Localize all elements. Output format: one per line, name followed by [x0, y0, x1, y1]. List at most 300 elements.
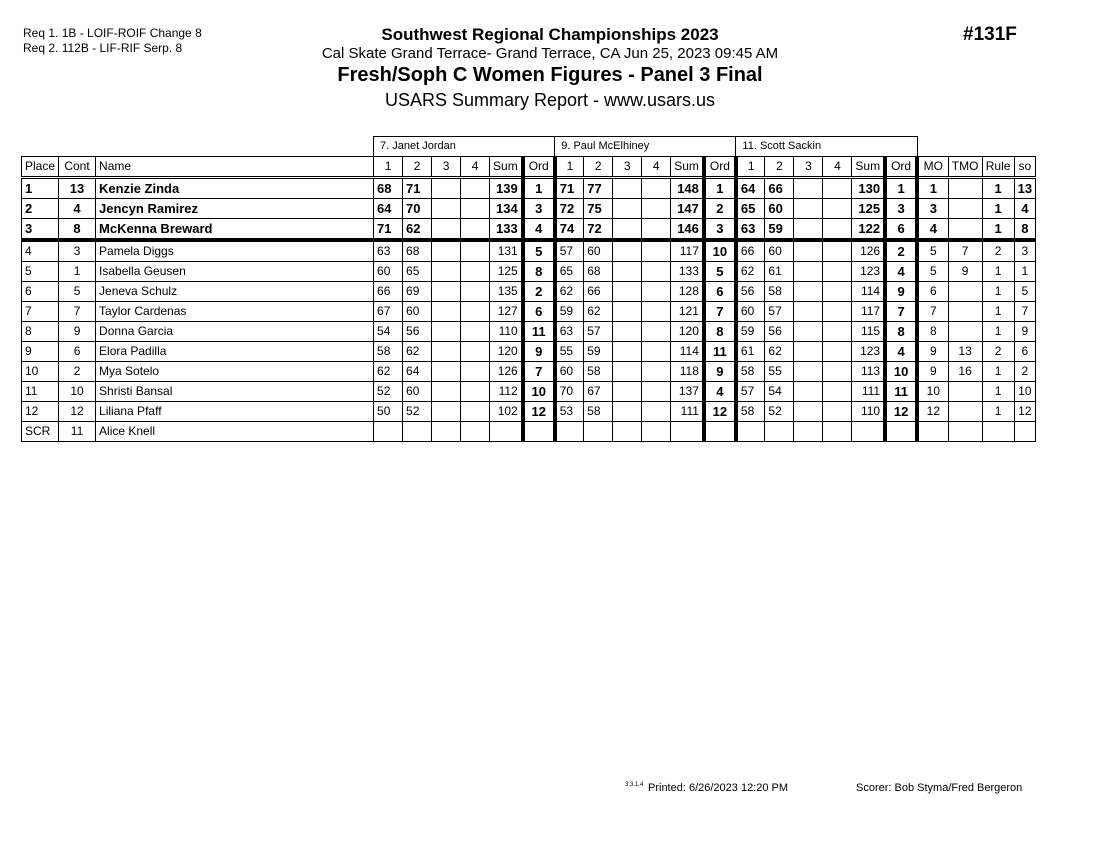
score-3-cell — [432, 422, 461, 442]
score-4-cell — [461, 322, 490, 342]
score-4-cell — [461, 402, 490, 422]
score-3-cell — [794, 178, 823, 199]
score-1-cell: 64 — [374, 199, 403, 219]
col-j2-3: 3 — [613, 157, 642, 178]
score-4-cell — [642, 402, 671, 422]
sum-cell: 133 — [490, 219, 523, 241]
ordinal-cell: 5 — [704, 262, 736, 282]
score-3-cell — [432, 178, 461, 199]
table-row — [22, 362, 1036, 382]
name-cell: Alice Knell — [96, 422, 374, 442]
cont-cell: 4 — [59, 199, 96, 219]
sum-cell: 117 — [671, 240, 704, 262]
ordinal-cell: 1 — [523, 178, 555, 199]
sum-cell: 115 — [852, 322, 885, 342]
tmo-cell — [948, 219, 982, 241]
score-2-cell: 60 — [584, 240, 613, 262]
so-cell: 6 — [1014, 342, 1035, 362]
table-row — [22, 199, 1036, 219]
judge-header-row — [22, 137, 1036, 157]
ordinal-cell: 6 — [704, 282, 736, 302]
sum-cell: 125 — [852, 199, 885, 219]
rule-cell: 1 — [982, 382, 1014, 402]
cont-cell: 10 — [59, 382, 96, 402]
score-4-cell — [461, 342, 490, 362]
score-2-cell: 60 — [765, 240, 794, 262]
score-3-cell — [794, 262, 823, 282]
venue-line: Cal Skate Grand Terrace- Grand Terrace, CA Jun 25, 2023 09:45 AM — [321, 45, 779, 62]
name-cell: McKenna Breward — [96, 219, 374, 241]
sum-cell: 121 — [671, 302, 704, 322]
event-number: #131F — [963, 24, 1017, 45]
place-cell: 4 — [22, 240, 59, 262]
so-cell: 1 — [1014, 262, 1035, 282]
ordinal-cell: 12 — [885, 402, 917, 422]
place-cell: 6 — [22, 282, 59, 302]
score-1-cell: 63 — [736, 219, 765, 241]
score-1-cell: 65 — [555, 262, 584, 282]
score-4-cell — [461, 240, 490, 262]
col-tmo: TMO — [948, 157, 982, 178]
rule-cell: 2 — [982, 240, 1014, 262]
score-2-cell: 52 — [403, 402, 432, 422]
score-3-cell — [794, 240, 823, 262]
score-1-cell: 59 — [555, 302, 584, 322]
ordinal-cell: 10 — [704, 240, 736, 262]
ordinal-cell: 11 — [523, 322, 555, 342]
score-3-cell — [794, 199, 823, 219]
score-3-cell — [794, 219, 823, 241]
place-cell: SCR — [22, 422, 59, 442]
tmo-cell: 16 — [948, 362, 982, 382]
sum-cell: 110 — [490, 322, 523, 342]
col-j2-4: 4 — [642, 157, 671, 178]
score-4-cell — [642, 282, 671, 302]
name-cell: Liliana Pfaff — [96, 402, 374, 422]
ordinal-cell: 4 — [885, 342, 917, 362]
score-3-cell — [794, 282, 823, 302]
place-cell: 5 — [22, 262, 59, 282]
sum-cell: 126 — [852, 240, 885, 262]
score-1-cell: 55 — [555, 342, 584, 362]
score-3-cell — [613, 199, 642, 219]
rule-cell: 1 — [982, 219, 1014, 241]
score-2-cell: 61 — [765, 262, 794, 282]
score-1-cell: 71 — [374, 219, 403, 241]
score-2-cell: 54 — [765, 382, 794, 402]
ordinal-cell: 6 — [885, 219, 917, 241]
name-cell: Taylor Cardenas — [96, 302, 374, 322]
sum-cell: 131 — [490, 240, 523, 262]
sum-cell: 137 — [671, 382, 704, 402]
place-cell: 12 — [22, 402, 59, 422]
score-1-cell: 70 — [555, 382, 584, 402]
score-1-cell: 58 — [736, 362, 765, 382]
sum-cell — [671, 422, 704, 442]
score-3-cell — [794, 302, 823, 322]
report-title: USARS Summary Report - www.usars.us — [384, 90, 716, 110]
name-cell: Jencyn Ramirez — [96, 199, 374, 219]
score-4-cell — [461, 178, 490, 199]
ordinal-cell: 8 — [523, 262, 555, 282]
cont-cell: 2 — [59, 362, 96, 382]
score-2-cell: 62 — [403, 219, 432, 241]
score-3-cell — [613, 240, 642, 262]
col-j1-ord: Ord — [523, 157, 555, 178]
score-4-cell — [823, 362, 852, 382]
scorer-label: Scorer: Bob Styma/Fred Bergeron — [856, 782, 1023, 794]
cont-cell: 12 — [59, 402, 96, 422]
score-2-cell: 55 — [765, 362, 794, 382]
col-j3-ord: Ord — [885, 157, 917, 178]
score-2-cell — [765, 422, 794, 442]
score-1-cell: 53 — [555, 402, 584, 422]
requirement-2: Req 2. 112B - LIF-RIF Serp. 8 — [23, 41, 183, 55]
mo-cell: 8 — [917, 322, 948, 342]
so-cell: 13 — [1014, 178, 1035, 199]
place-cell: 1 — [22, 178, 59, 199]
cont-cell: 7 — [59, 302, 96, 322]
mo-cell: 5 — [917, 262, 948, 282]
ordinal-cell: 3 — [704, 219, 736, 241]
col-j3-sum: Sum — [852, 157, 885, 178]
ordinal-cell: 2 — [523, 282, 555, 302]
score-4-cell — [823, 262, 852, 282]
table-row — [22, 262, 1036, 282]
score-4-cell — [461, 282, 490, 302]
score-2-cell: 67 — [584, 382, 613, 402]
sum-cell: 102 — [490, 402, 523, 422]
score-3-cell — [613, 178, 642, 199]
ordinal-cell: 2 — [704, 199, 736, 219]
tmo-cell — [948, 322, 982, 342]
score-3-cell — [613, 422, 642, 442]
col-j1-sum: Sum — [490, 157, 523, 178]
score-4-cell — [642, 178, 671, 199]
rule-cell: 1 — [982, 322, 1014, 342]
score-1-cell: 62 — [555, 282, 584, 302]
score-2-cell: 58 — [765, 282, 794, 302]
score-1-cell: 57 — [555, 240, 584, 262]
ordinal-cell: 3 — [523, 199, 555, 219]
score-1-cell: 62 — [736, 262, 765, 282]
name-cell: Donna Garcia — [96, 322, 374, 342]
cont-cell: 11 — [59, 422, 96, 442]
ordinal-cell: 12 — [704, 402, 736, 422]
score-3-cell — [613, 322, 642, 342]
sum-cell — [852, 422, 885, 442]
sum-cell: 139 — [490, 178, 523, 199]
name-cell: Elora Padilla — [96, 342, 374, 362]
sum-cell: 127 — [490, 302, 523, 322]
ordinal-cell — [704, 422, 736, 442]
place-cell: 3 — [22, 219, 59, 241]
score-1-cell: 63 — [555, 322, 584, 342]
name-cell: Jeneva Schulz — [96, 282, 374, 302]
score-2-cell: 62 — [403, 342, 432, 362]
tmo-cell — [948, 302, 982, 322]
score-1-cell — [374, 422, 403, 442]
score-2-cell — [403, 422, 432, 442]
place-cell: 9 — [22, 342, 59, 362]
sum-cell: 135 — [490, 282, 523, 302]
score-2-cell: 65 — [403, 262, 432, 282]
score-1-cell: 62 — [374, 362, 403, 382]
score-3-cell — [432, 322, 461, 342]
col-rule: Rule — [982, 157, 1014, 178]
tmo-cell — [948, 382, 982, 402]
col-j2-ord: Ord — [704, 157, 736, 178]
rule-cell — [982, 422, 1014, 442]
score-3-cell — [613, 342, 642, 362]
score-1-cell: 59 — [736, 322, 765, 342]
score-4-cell — [823, 199, 852, 219]
table-row — [22, 219, 1036, 241]
sum-cell: 146 — [671, 219, 704, 241]
col-place: Place — [22, 157, 59, 178]
mo-cell: 12 — [917, 402, 948, 422]
score-3-cell — [432, 199, 461, 219]
score-4-cell — [642, 199, 671, 219]
score-2-cell: 70 — [403, 199, 432, 219]
table-row — [22, 322, 1036, 342]
ordinal-cell: 7 — [885, 302, 917, 322]
place-cell: 10 — [22, 362, 59, 382]
mo-cell: 9 — [917, 342, 948, 362]
mo-cell: 5 — [917, 240, 948, 262]
col-j1-3: 3 — [432, 157, 461, 178]
score-2-cell: 59 — [765, 219, 794, 241]
place-cell: 7 — [22, 302, 59, 322]
score-2-cell: 60 — [403, 382, 432, 402]
event-title: Fresh/Soph C Women Figures - Panel 3 Final — [337, 64, 763, 86]
sum-cell: 117 — [852, 302, 885, 322]
score-4-cell — [461, 199, 490, 219]
score-3-cell — [432, 240, 461, 262]
sum-cell: 113 — [852, 362, 885, 382]
score-4-cell — [823, 322, 852, 342]
col-name: Name — [96, 157, 374, 178]
score-3-cell — [613, 302, 642, 322]
score-3-cell — [794, 342, 823, 362]
so-cell: 9 — [1014, 322, 1035, 342]
ordinal-cell: 11 — [885, 382, 917, 402]
column-header-row — [22, 157, 1036, 178]
ordinal-cell: 1 — [704, 178, 736, 199]
score-1-cell: 67 — [374, 302, 403, 322]
mo-cell: 3 — [917, 199, 948, 219]
score-2-cell: 56 — [403, 322, 432, 342]
score-4-cell — [642, 302, 671, 322]
sum-cell: 125 — [490, 262, 523, 282]
score-4-cell — [461, 302, 490, 322]
rule-cell: 1 — [982, 402, 1014, 422]
score-4-cell — [461, 262, 490, 282]
score-2-cell: 68 — [584, 262, 613, 282]
table-row — [22, 240, 1036, 262]
table-row — [22, 422, 1036, 442]
score-1-cell: 66 — [736, 240, 765, 262]
tmo-cell — [948, 402, 982, 422]
score-2-cell: 62 — [765, 342, 794, 362]
ordinal-cell: 9 — [523, 342, 555, 362]
so-cell: 12 — [1014, 402, 1035, 422]
score-3-cell — [794, 362, 823, 382]
score-3-cell — [794, 322, 823, 342]
score-3-cell — [432, 262, 461, 282]
score-1-cell: 58 — [736, 402, 765, 422]
col-cont: Cont — [59, 157, 96, 178]
score-2-cell: 62 — [584, 302, 613, 322]
score-3-cell — [432, 302, 461, 322]
judge-1-name: 7. Janet Jordan — [374, 137, 555, 157]
place-cell: 11 — [22, 382, 59, 402]
ordinal-cell: 2 — [885, 240, 917, 262]
score-3-cell — [613, 402, 642, 422]
score-4-cell — [642, 240, 671, 262]
so-cell: 3 — [1014, 240, 1035, 262]
col-j3-3: 3 — [794, 157, 823, 178]
sum-cell: 120 — [490, 342, 523, 362]
sum-cell: 130 — [852, 178, 885, 199]
score-4-cell — [642, 342, 671, 362]
score-2-cell: 64 — [403, 362, 432, 382]
score-1-cell: 57 — [736, 382, 765, 402]
score-2-cell: 68 — [403, 240, 432, 262]
ordinal-cell: 7 — [523, 362, 555, 382]
ordinal-cell: 3 — [885, 199, 917, 219]
score-1-cell: 61 — [736, 342, 765, 362]
score-3-cell — [432, 282, 461, 302]
cont-cell: 8 — [59, 219, 96, 241]
so-cell: 10 — [1014, 382, 1035, 402]
sum-cell: 147 — [671, 199, 704, 219]
score-4-cell — [823, 302, 852, 322]
score-3-cell — [432, 402, 461, 422]
ordinal-cell: 5 — [523, 240, 555, 262]
rule-cell: 2 — [982, 342, 1014, 362]
mo-cell: 9 — [917, 362, 948, 382]
score-3-cell — [794, 402, 823, 422]
score-4-cell — [642, 322, 671, 342]
score-4-cell — [823, 240, 852, 262]
col-mo: MO — [917, 157, 948, 178]
rule-cell: 1 — [982, 362, 1014, 382]
cont-cell: 1 — [59, 262, 96, 282]
so-cell: 7 — [1014, 302, 1035, 322]
score-3-cell — [613, 382, 642, 402]
name-cell: Isabella Geusen — [96, 262, 374, 282]
sum-cell: 123 — [852, 262, 885, 282]
table-row — [22, 402, 1036, 422]
score-4-cell — [461, 422, 490, 442]
score-1-cell: 72 — [555, 199, 584, 219]
score-1-cell: 64 — [736, 178, 765, 199]
sum-cell: 114 — [852, 282, 885, 302]
sum-cell: 128 — [671, 282, 704, 302]
score-2-cell: 60 — [403, 302, 432, 322]
score-2-cell — [584, 422, 613, 442]
so-cell: 2 — [1014, 362, 1035, 382]
score-4-cell — [642, 219, 671, 241]
score-3-cell — [794, 422, 823, 442]
ordinal-cell — [885, 422, 917, 442]
score-2-cell: 59 — [584, 342, 613, 362]
mo-cell — [917, 422, 948, 442]
sum-cell: 111 — [671, 402, 704, 422]
ordinal-cell: 8 — [704, 322, 736, 342]
ordinal-cell: 10 — [523, 382, 555, 402]
score-4-cell — [823, 219, 852, 241]
score-1-cell: 60 — [736, 302, 765, 322]
tmo-cell — [948, 199, 982, 219]
ordinal-cell: 8 — [885, 322, 917, 342]
sum-cell: 120 — [671, 322, 704, 342]
score-4-cell — [823, 342, 852, 362]
score-1-cell: 60 — [374, 262, 403, 282]
sum-cell: 133 — [671, 262, 704, 282]
mo-cell: 4 — [917, 219, 948, 241]
table-row — [22, 302, 1036, 322]
cont-cell: 13 — [59, 178, 96, 199]
score-2-cell: 69 — [403, 282, 432, 302]
col-j3-2: 2 — [765, 157, 794, 178]
score-1-cell: 52 — [374, 382, 403, 402]
ordinal-cell: 6 — [523, 302, 555, 322]
col-so: so — [1014, 157, 1035, 178]
table-row — [22, 178, 1036, 199]
name-cell: Mya Sotelo — [96, 362, 374, 382]
sum-cell: 118 — [671, 362, 704, 382]
score-3-cell — [613, 362, 642, 382]
ordinal-cell: 11 — [704, 342, 736, 362]
mo-cell: 6 — [917, 282, 948, 302]
score-4-cell — [642, 362, 671, 382]
score-1-cell: 56 — [736, 282, 765, 302]
score-3-cell — [794, 382, 823, 402]
score-4-cell — [461, 382, 490, 402]
cont-cell: 9 — [59, 322, 96, 342]
so-cell — [1014, 422, 1035, 442]
place-cell: 2 — [22, 199, 59, 219]
rule-cell: 1 — [982, 199, 1014, 219]
ordinal-cell: 4 — [885, 262, 917, 282]
cont-cell: 6 — [59, 342, 96, 362]
score-3-cell — [613, 282, 642, 302]
rule-cell: 1 — [982, 178, 1014, 199]
rule-cell: 1 — [982, 302, 1014, 322]
score-1-cell: 50 — [374, 402, 403, 422]
tmo-cell: 7 — [948, 240, 982, 262]
score-3-cell — [613, 262, 642, 282]
score-4-cell — [823, 382, 852, 402]
score-1-cell: 68 — [374, 178, 403, 199]
rule-cell: 1 — [982, 282, 1014, 302]
sum-cell: 134 — [490, 199, 523, 219]
ordinal-cell: 12 — [523, 402, 555, 422]
col-j3-4: 4 — [823, 157, 852, 178]
ordinal-cell: 9 — [885, 282, 917, 302]
col-j1-4: 4 — [461, 157, 490, 178]
version-label: 3.3.1.4 — [625, 782, 644, 788]
cont-cell: 3 — [59, 240, 96, 262]
score-4-cell — [823, 178, 852, 199]
tmo-cell — [948, 282, 982, 302]
score-1-cell — [736, 422, 765, 442]
score-3-cell — [432, 342, 461, 362]
score-1-cell: 65 — [736, 199, 765, 219]
competition-title: Southwest Regional Championships 2023 — [381, 25, 719, 44]
